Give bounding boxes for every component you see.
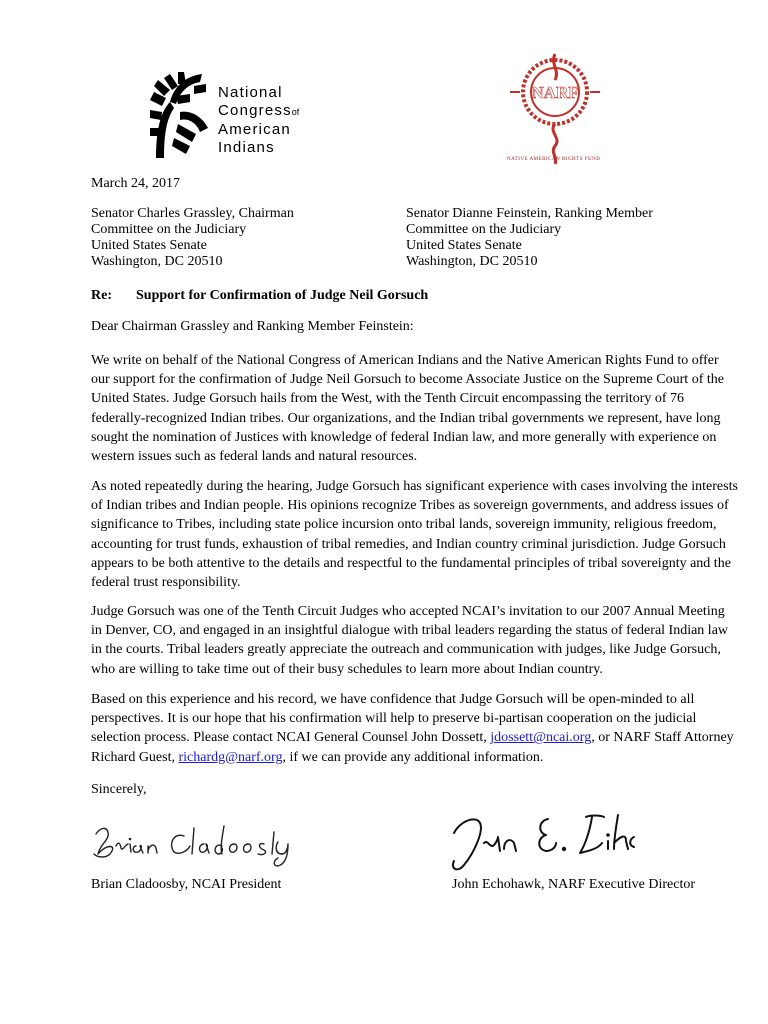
paragraph-line: significance to Tribes, including state police incursion onto tribal lands, sovereign immunity, religious freedom, bbox=[91, 517, 717, 533]
subject-label: Re: bbox=[91, 288, 112, 303]
paragraph-line: As noted repeatedly during the hearing, Judge Gorsuch has significant experience with cases involving the interests bbox=[91, 479, 738, 494]
body-paragraph-3 bbox=[91, 602, 731, 679]
paragraph-line: sought the nomination of Justices with knowledge of federal Indian law, and more generally with experience on bbox=[91, 429, 717, 445]
contact-text: selection process. Please contact NCAI General Counsel John Dossett, bbox=[91, 730, 491, 746]
ncai-wordmark bbox=[218, 84, 299, 157]
subject-line bbox=[91, 288, 428, 304]
recipient-address-right bbox=[406, 206, 653, 270]
paragraph-line: United States. Judge Gorsuch hails from the West, with the Tenth Circuit encompassing the territory of 76 bbox=[91, 391, 685, 407]
ncai-line-congress bbox=[218, 102, 299, 121]
recipient-address-left bbox=[91, 206, 294, 270]
ncai-emblem-icon bbox=[150, 72, 212, 160]
body-paragraph-4 bbox=[91, 690, 734, 767]
address-line: Committee on the Judiciary bbox=[91, 222, 247, 237]
salutation: Dear Chairman Grassley and Ranking Member Feinstein: bbox=[91, 319, 414, 334]
letter-date: March 24, 2017 bbox=[91, 176, 181, 191]
paragraph-line: federal trust responsibility. bbox=[91, 575, 241, 591]
paragraph-line: in the courts. Tribal leaders greatly appreciate the outreach and communication with judges, like Judge Gorsuch, bbox=[91, 642, 721, 658]
address-line: Washington, DC 20510 bbox=[91, 254, 223, 269]
paragraph-line: accounting for trust funds, exhaustion of tribal remedies, and Indian country criminal jurisdiction. Judge Gorsuch bbox=[91, 536, 726, 552]
body-paragraph-1 bbox=[91, 351, 731, 466]
paragraph-line bbox=[91, 748, 731, 767]
signature-john-echohawk bbox=[440, 803, 640, 875]
paragraph-line: western issues such as federal lands and natural resources. bbox=[91, 449, 418, 465]
ncai-logo bbox=[150, 72, 315, 160]
ncai-line-indians: Indians bbox=[218, 139, 275, 156]
ncai-line-american: American bbox=[218, 121, 291, 138]
paragraph-line: Based on this experience and his record, we have confidence that Judge Gorsuch will be open-minded to all bbox=[91, 692, 695, 707]
ncai-congress-word: Congress bbox=[218, 102, 292, 119]
narf-caption: NATIVE AMERICAN RIGHTS FUND bbox=[507, 157, 601, 162]
paragraph-line: Judge Gorsuch was one of the Tenth Circuit Judges who accepted NCAI’s invitation to our 2007 Annual Meeting bbox=[91, 604, 725, 619]
narf-email-link[interactable]: richardg@narf.org bbox=[178, 749, 283, 765]
ncai-email-link[interactable]: jdossett@ncai.org bbox=[490, 730, 592, 746]
address-line: Committee on the Judiciary bbox=[406, 222, 562, 237]
closing: Sincerely, bbox=[91, 782, 147, 797]
paragraph-line: our support for the confirmation of Judge Neil Gorsuch to become Associate Justice on the Supreme Court of the bbox=[91, 372, 724, 388]
ncai-line-national: National bbox=[218, 84, 283, 101]
narf-logo-icon bbox=[500, 50, 610, 168]
paragraph-line: in Denver, CO, and engaged in an insightful dialogue with tribal leaders regarding the status of federal Indian law bbox=[91, 623, 729, 639]
paragraph-line: federally-recognized Indian tribes. Our organizations, and the Indian tribal governments we represent, have long bbox=[91, 410, 721, 426]
address-line: Senator Charles Grassley, Chairman bbox=[91, 206, 294, 221]
paragraph-line: of Indian tribes and Indian people. His opinions recognize Tribes as sovereign governments, and address issues of bbox=[91, 498, 729, 514]
paragraph-line: appears to be both attentive to the details and respectful to the fundamental principles of tribal sovereignty and the bbox=[91, 555, 731, 571]
address-line: Senator Dianne Feinstein, Ranking Member bbox=[406, 206, 653, 221]
contact-text: , if we can provide any additional information. bbox=[282, 749, 544, 765]
paragraph-line: We write on behalf of the National Congress of American Indians and the Native American Rights Fund to offer bbox=[91, 353, 719, 368]
contact-text: Richard Guest, bbox=[91, 749, 179, 765]
paragraph-line: perspectives. It is our hope that his confirmation will help to preserve bi-partisan cooperation on the judicial bbox=[91, 711, 697, 727]
subject-text: Support for Confirmation of Judge Neil Gorsuch bbox=[136, 288, 429, 303]
signature-brian-cladoosby bbox=[88, 814, 303, 869]
body-paragraph-2 bbox=[91, 477, 738, 592]
signatory-right-name: John Echohawk, NARF Executive Director bbox=[452, 877, 695, 892]
narf-wordmark: NARF bbox=[531, 83, 579, 102]
paragraph-line: who are willing to take time out of their busy schedules to learn more about Indian country. bbox=[91, 661, 603, 677]
signatory-left-name: Brian Cladoosby, NCAI President bbox=[91, 877, 282, 892]
address-line: United States Senate bbox=[406, 238, 522, 253]
address-line: United States Senate bbox=[91, 238, 207, 253]
address-line: Washington, DC 20510 bbox=[406, 254, 538, 269]
paragraph-line bbox=[91, 728, 734, 747]
contact-text: , or NARF Staff Attorney bbox=[591, 730, 734, 746]
ncai-of-word: of bbox=[291, 107, 300, 117]
